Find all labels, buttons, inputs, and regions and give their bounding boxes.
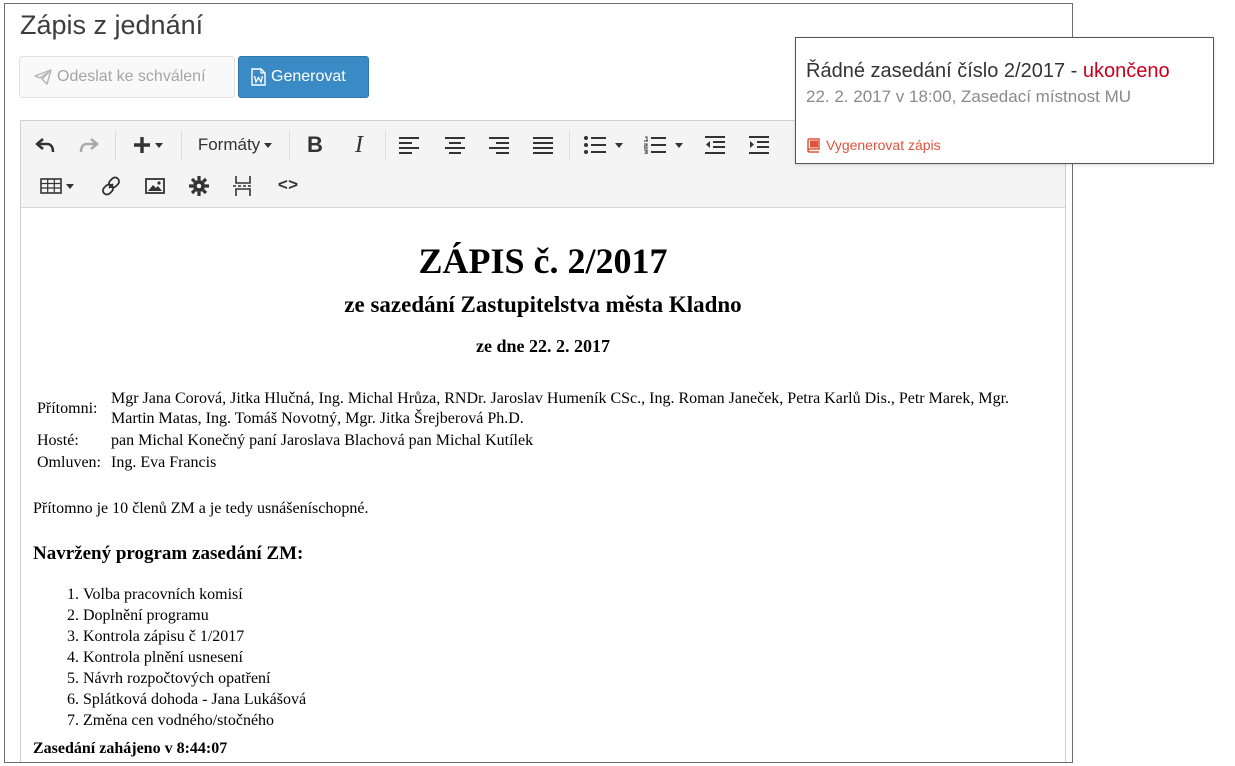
bold-button[interactable] — [303, 129, 327, 161]
formats-label: Formáty — [197, 135, 261, 154]
toolbar-separator — [289, 131, 290, 161]
formats-dropdown[interactable] — [193, 129, 277, 161]
italic-button[interactable] — [347, 129, 371, 161]
document-body[interactable] — [21, 208, 1065, 763]
generate-minutes-link[interactable] — [806, 137, 941, 153]
undo-icon — [35, 136, 55, 154]
align-center-icon — [445, 136, 465, 154]
outdent-icon — [705, 136, 725, 154]
page-break-button[interactable] — [231, 170, 255, 202]
align-left-button[interactable] — [397, 129, 421, 161]
bullet-list-dropdown[interactable] — [579, 129, 627, 161]
attendance-value: Ing. Eva Francis — [111, 454, 217, 471]
generate-button[interactable] — [238, 56, 369, 98]
align-justify-button[interactable] — [531, 129, 555, 161]
bold-icon: B — [307, 132, 323, 157]
agenda-item: 7. Změna cen vodného/stočného — [83, 710, 306, 731]
align-center-button[interactable] — [443, 129, 467, 161]
chevron-down-icon — [155, 143, 163, 148]
attendance-row-excused — [35, 452, 1035, 474]
attendance-label: Přítomni: — [37, 400, 98, 417]
attendance-label: Hosté: — [37, 432, 79, 449]
attendance-table — [35, 388, 1035, 474]
attendance-value: Mgr Jana Corová, Jitka Hlučná, Ing. Michal Hrůza, RNDr. Jaroslav Humeník CSc., Ing. Roman Janeček, Petra Karlů Dis., Petr Marek, Mgr. Martin Matas, Ing. Tomáš Novotný, Mgr. Jitka Šrejberová Ph.D. — [111, 390, 1010, 427]
settings-button[interactable] — [187, 170, 211, 202]
insert-icon — [133, 136, 151, 154]
attendance-label: Omluven: — [37, 454, 101, 471]
chevron-down-icon — [66, 184, 74, 189]
meeting-title — [806, 60, 1170, 83]
toolbar-separator — [385, 131, 386, 161]
document-subtitle: ze sazedání Zastupitelstva města Kladno — [344, 292, 742, 317]
align-right-icon — [489, 136, 509, 154]
redo-button[interactable] — [77, 129, 101, 161]
agenda-item: 2. Doplnění programu — [83, 605, 306, 626]
agenda-item: 3. Kontrola zápisu č 1/2017 — [83, 626, 306, 647]
rich-text-editor[interactable] — [20, 120, 1066, 763]
insert-link-button[interactable] — [99, 170, 123, 202]
meeting-info-card — [795, 37, 1214, 164]
table-icon — [40, 178, 62, 194]
page-break-icon — [233, 176, 253, 196]
indent-button[interactable] — [747, 129, 771, 161]
numbered-list-dropdown[interactable] — [639, 129, 687, 161]
undo-button[interactable] — [33, 129, 57, 161]
attendance-row-present — [35, 388, 1035, 430]
agenda-item: 4. Kontrola plnění usnesení — [83, 647, 306, 668]
align-right-button[interactable] — [487, 129, 511, 161]
table-dropdown[interactable] — [37, 170, 77, 202]
toolbar-separator — [181, 131, 182, 161]
source-code-icon: <> — [277, 176, 299, 196]
quorum-note: Přítomno je 10 členů ZM a je tedy usnášeníschopné. — [33, 500, 369, 517]
meeting-title-text: Řádné zasedání číslo 2/2017 - — [806, 60, 1083, 82]
insert-image-button[interactable] — [143, 170, 167, 202]
numbered-list-icon — [644, 136, 666, 154]
chevron-down-icon — [675, 143, 683, 148]
bullet-list-icon — [584, 136, 606, 154]
agenda-heading: Navržený program zasedání ZM: — [33, 543, 304, 564]
book-icon — [806, 138, 821, 153]
attendance-row-guests — [35, 430, 1035, 452]
send-for-approval-label: Odeslat ke schválení — [57, 68, 206, 85]
meeting-status: ukončeno — [1082, 60, 1170, 82]
session-started-line: Zasedání zahájeno v 8:44:07 — [33, 740, 228, 757]
chevron-down-icon — [615, 143, 623, 148]
italic-icon: I — [355, 131, 363, 158]
agenda-item: 6. Splátková dohoda - Jana Lukášová — [83, 689, 306, 710]
page-title: Zápis z jednání — [20, 10, 204, 40]
paper-plane-icon — [34, 69, 52, 85]
align-justify-icon — [533, 136, 553, 154]
insert-dropdown[interactable] — [127, 129, 169, 161]
outdent-button[interactable] — [703, 129, 727, 161]
toolbar-separator — [115, 131, 116, 161]
word-document-icon — [251, 68, 266, 86]
meeting-datetime-location: 22. 2. 2017 v 18:00, Zasedací místnost MU — [806, 87, 1132, 106]
indent-icon — [749, 136, 769, 154]
attendance-value: pan Michal Konečný paní Jaroslava Blachová pan Michal Kutílek — [111, 432, 534, 449]
source-code-button[interactable] — [273, 170, 303, 202]
image-icon — [145, 178, 165, 194]
align-left-icon — [399, 136, 419, 154]
document-date: ze dne 22. 2. 2017 — [476, 336, 610, 356]
generate-label: Generovat — [271, 68, 346, 85]
agenda-item: 5. Návrh rozpočtových opatření — [83, 668, 306, 689]
chevron-down-icon — [264, 143, 272, 148]
send-for-approval-button[interactable] — [19, 56, 235, 98]
toolbar-row-2 — [21, 166, 1065, 206]
toolbar-separator — [569, 131, 570, 161]
redo-icon — [79, 136, 99, 154]
generate-minutes-label: Vygenerovat zápis — [826, 137, 941, 153]
gear-icon — [189, 176, 209, 196]
agenda-list — [43, 584, 306, 731]
agenda-item: 1. Volba pracovních komisí — [83, 584, 306, 605]
document-title: ZÁPIS č. 2/2017 — [418, 241, 668, 281]
link-icon — [101, 176, 121, 196]
